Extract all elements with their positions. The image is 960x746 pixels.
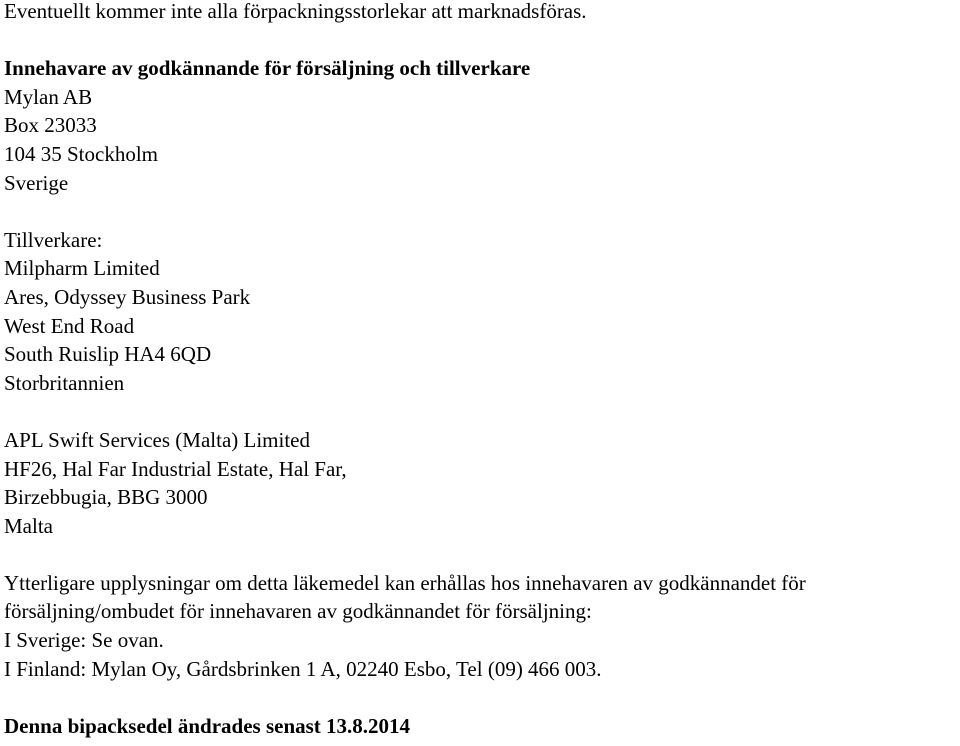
manufacturer-section (4, 226, 956, 398)
manufacturer-address-line: Ares, Odyssey Business Park (4, 284, 251, 309)
spacer (4, 683, 956, 712)
contact-paragraph-line: Ytterligare upplysningar om detta läkemedel kan erhållas hos innehavaren av godkännandet för (4, 570, 806, 595)
holder-name: Mylan AB (4, 84, 93, 109)
contact-section (4, 569, 956, 683)
pack-size-note: Eventuellt kommer inte alla förpackningsstorlekar att marknadsföras. (4, 0, 587, 23)
manufacturer-address-line: South Ruislip HA4 6QD (4, 342, 212, 367)
holder-address-line: 104 35 Stockholm (4, 141, 159, 166)
holder-heading: Innehavare av godkännande för försäljning och tillverkare (4, 56, 531, 81)
manufacturer2-section (4, 426, 956, 540)
manufacturer2-address-line: Birzebbugia, BBG 3000 (4, 485, 208, 510)
holder-section (4, 54, 956, 197)
leaflet-page (4, 0, 956, 740)
spacer (4, 197, 956, 226)
manufacturer-heading: Tillverkare: (4, 227, 103, 252)
contact-finland: I Finland: Mylan Oy, Gårdsbrinken 1 A, 02240 Esbo, Tel (09) 466 003. (4, 656, 602, 681)
spacer (4, 397, 956, 426)
manufacturer2-address-line: HF26, Hal Far Industrial Estate, Hal Far, (4, 456, 347, 481)
revision-note: Denna bipacksedel ändrades senast 13.8.2014 (4, 713, 411, 738)
manufacturer-name: Milpharm Limited (4, 256, 160, 281)
manufacturer-country: Storbritannien (4, 370, 125, 395)
spacer (4, 26, 956, 55)
contact-paragraph-line: försäljning/ombudet för innehavaren av godkännandet för försäljning: (4, 599, 592, 624)
manufacturer2-country: Malta (4, 513, 53, 538)
manufacturer2-name: APL Swift Services (Malta) Limited (4, 427, 310, 452)
manufacturer-address-line: West End Road (4, 313, 135, 338)
holder-country: Sverige (4, 170, 69, 195)
spacer (4, 540, 956, 569)
contact-sweden: I Sverige: Se ovan. (4, 628, 164, 653)
holder-address-line: Box 23033 (4, 113, 97, 138)
